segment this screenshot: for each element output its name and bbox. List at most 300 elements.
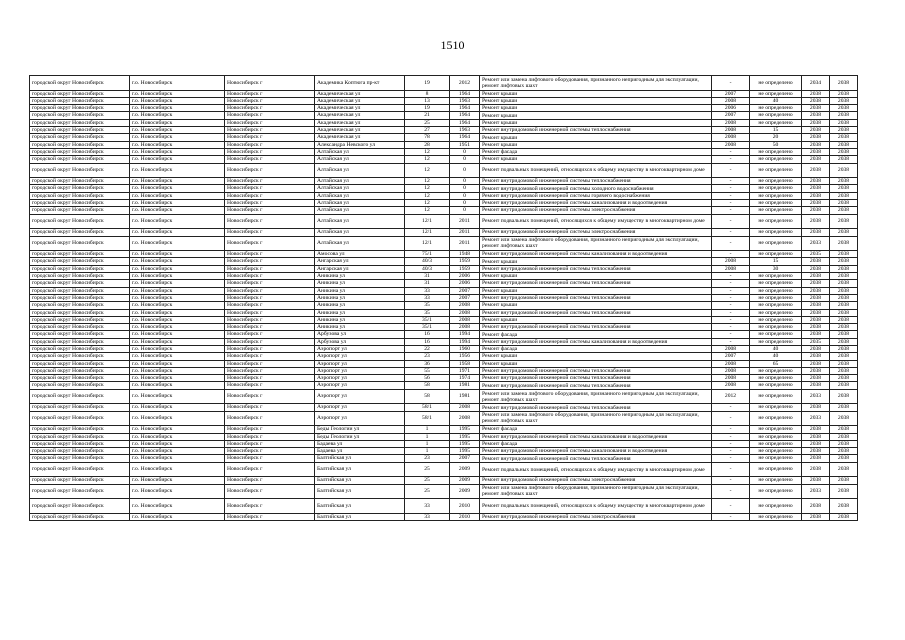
district-cell: городской округ Новосибирск: [30, 477, 130, 484]
volume-cell: не определено: [750, 229, 802, 236]
end-year-cell: 2038: [830, 302, 858, 309]
house-number-cell: 33: [405, 287, 450, 294]
district-cell: городской округ Новосибирск: [30, 258, 130, 265]
volume-cell: не определено: [750, 214, 802, 229]
work-type-cell: Ремонт внутридомовой инженерной системы канализования и водоотведения: [480, 338, 712, 345]
house-number-cell: 12: [405, 163, 450, 178]
district-cell: городской округ Новосибирск: [30, 200, 130, 207]
last-repair-year-cell: -: [712, 411, 750, 426]
planned-year-cell: 2038: [802, 477, 830, 484]
work-type-cell: Ремонт внутридомовой инженерной системы теплоснабжения: [480, 324, 712, 331]
planned-year-cell: 2033: [802, 389, 830, 404]
work-type-cell: Ремонт внутридомовой инженерной системы теплоснабжения: [480, 375, 712, 382]
street-cell: Балтийская ул: [315, 477, 405, 484]
street-cell: Беды Геологии ул: [315, 433, 405, 440]
table-row: [30, 141, 858, 148]
planned-year-cell: 2038: [802, 280, 830, 287]
house-number-cell: 58: [405, 382, 450, 389]
house-number-cell: 23: [405, 455, 450, 462]
end-year-cell: 2038: [830, 214, 858, 229]
street-cell: Алтайская ул: [315, 236, 405, 251]
planned-year-cell: 2038: [802, 141, 830, 148]
built-year-cell: 1948: [450, 251, 480, 258]
street-cell: Аникина ул: [315, 294, 405, 301]
house-number-cell: 12: [405, 178, 450, 185]
built-year-cell: 1964: [450, 119, 480, 126]
end-year-cell: 2038: [830, 462, 858, 477]
settlement-cell: г.о. Новосибирск: [130, 462, 225, 477]
planned-year-cell: 2038: [802, 287, 830, 294]
volume-cell: не определено: [750, 375, 802, 382]
volume-cell: не определено: [750, 324, 802, 331]
built-year-cell: 0: [450, 163, 480, 178]
work-type-cell: Ремонт внутридомовой инженерной системы теплоснабжения: [480, 280, 712, 287]
city-cell: Новосибирск г: [225, 185, 315, 192]
work-type-cell: Ремонт внутридомовой инженерной системы теплоснабжения: [480, 127, 712, 134]
end-year-cell: 2038: [830, 455, 858, 462]
city-cell: Новосибирск г: [225, 105, 315, 112]
end-year-cell: 2038: [830, 185, 858, 192]
last-repair-year-cell: 2008: [712, 345, 750, 352]
street-cell: Балтийская ул: [315, 513, 405, 520]
settlement-cell: г.о. Новосибирск: [130, 426, 225, 433]
table-row: [30, 426, 858, 433]
city-cell: Новосибирск г: [225, 163, 315, 178]
street-cell: Академическая ул: [315, 112, 405, 119]
last-repair-year-cell: 2008: [712, 382, 750, 389]
last-repair-year-cell: -: [712, 302, 750, 309]
end-year-cell: 2038: [830, 353, 858, 360]
table-row: [30, 148, 858, 155]
work-type-cell: Ремонт подвальных помещений, относящихся к общему имуществу в многоквартирном доме: [480, 214, 712, 229]
city-cell: Новосибирск г: [225, 404, 315, 411]
volume-cell: не определено: [750, 236, 802, 251]
city-cell: Новосибирск г: [225, 214, 315, 229]
work-type-cell: Ремонт крыши: [480, 119, 712, 126]
built-year-cell: 0: [450, 178, 480, 185]
planned-year-cell: 2038: [802, 105, 830, 112]
house-number-cell: 12: [405, 156, 450, 163]
last-repair-year-cell: 2008: [712, 97, 750, 104]
volume-cell: не определено: [750, 462, 802, 477]
table-row: [30, 178, 858, 185]
city-cell: Новосибирск г: [225, 375, 315, 382]
work-type-cell: Ремонт внутридомовой инженерной системы канализования и водоотведения: [480, 200, 712, 207]
built-year-cell: 1951: [450, 141, 480, 148]
table-row: [30, 499, 858, 514]
volume-cell: не определено: [750, 90, 802, 97]
house-number-cell: 25: [405, 484, 450, 499]
volume-cell: 65: [750, 360, 802, 367]
last-repair-year-cell: 2008: [712, 258, 750, 265]
city-cell: Новосибирск г: [225, 90, 315, 97]
built-year-cell: 0: [450, 207, 480, 214]
settlement-cell: г.о. Новосибирск: [130, 229, 225, 236]
table-row: [30, 207, 858, 214]
city-cell: Новосибирск г: [225, 389, 315, 404]
house-number-cell: 16: [405, 331, 450, 338]
built-year-cell: 2006: [450, 273, 480, 280]
house-number-cell: 12/1: [405, 236, 450, 251]
work-type-cell: Ремонт внутридомовой инженерной системы электроснабжения: [480, 207, 712, 214]
settlement-cell: г.о. Новосибирск: [130, 389, 225, 404]
table-row: [30, 448, 858, 455]
street-cell: Балтийская ул: [315, 484, 405, 499]
district-cell: городской округ Новосибирск: [30, 448, 130, 455]
street-cell: Алтайская ул: [315, 185, 405, 192]
house-number-cell: 1: [405, 448, 450, 455]
settlement-cell: г.о. Новосибирск: [130, 105, 225, 112]
built-year-cell: 2010: [450, 513, 480, 520]
settlement-cell: г.о. Новосибирск: [130, 192, 225, 199]
built-year-cell: 1995: [450, 426, 480, 433]
city-cell: Новосибирск г: [225, 192, 315, 199]
district-cell: городской округ Новосибирск: [30, 192, 130, 199]
planned-year-cell: 2038: [802, 214, 830, 229]
planned-year-cell: 2038: [802, 382, 830, 389]
city-cell: Новосибирск г: [225, 382, 315, 389]
end-year-cell: 2038: [830, 105, 858, 112]
volume-cell: не определено: [750, 404, 802, 411]
settlement-cell: г.о. Новосибирск: [130, 273, 225, 280]
volume-cell: не определено: [750, 185, 802, 192]
street-cell: Аникина ул: [315, 309, 405, 316]
volume-cell: 30: [750, 265, 802, 272]
city-cell: Новосибирск г: [225, 76, 315, 91]
district-cell: городской округ Новосибирск: [30, 287, 130, 294]
last-repair-year-cell: -: [712, 156, 750, 163]
city-cell: Новосибирск г: [225, 455, 315, 462]
volume-cell: не определено: [750, 163, 802, 178]
built-year-cell: 1995: [450, 440, 480, 447]
work-type-cell: Ремонт фасада: [480, 345, 712, 352]
last-repair-year-cell: -: [712, 163, 750, 178]
work-type-cell: Ремонт внутридомовой инженерной системы электроснабжения: [480, 513, 712, 520]
end-year-cell: 2038: [830, 251, 858, 258]
district-cell: городской округ Новосибирск: [30, 90, 130, 97]
work-type-cell: Ремонт или замена лифтового оборудования, признанного непригодным для эксплуатации, ремонт лифтовых шахт: [480, 484, 712, 499]
street-cell: Алтайская ул: [315, 200, 405, 207]
table-row: [30, 280, 858, 287]
end-year-cell: 2038: [830, 426, 858, 433]
work-type-cell: Ремонт внутридомовой инженерной системы электроснабжения: [480, 477, 712, 484]
street-cell: Алтайская ул: [315, 178, 405, 185]
built-year-cell: 2009: [450, 462, 480, 477]
work-type-cell: Ремонт или замена лифтового оборудования, признанного непригодным для эксплуатации, ремонт лифтовых шахт: [480, 411, 712, 426]
house-number-cell: 25: [405, 462, 450, 477]
work-type-cell: Ремонт крыши: [480, 287, 712, 294]
last-repair-year-cell: -: [712, 316, 750, 323]
settlement-cell: г.о. Новосибирск: [130, 163, 225, 178]
planned-year-cell: 2038: [802, 192, 830, 199]
house-number-cell: 58/1: [405, 404, 450, 411]
last-repair-year-cell: -: [712, 513, 750, 520]
volume-cell: 15: [750, 258, 802, 265]
table-row: [30, 462, 858, 477]
street-cell: Аникина ул: [315, 273, 405, 280]
built-year-cell: 2008: [450, 302, 480, 309]
volume-cell: не определено: [750, 200, 802, 207]
street-cell: Балтийская ул: [315, 499, 405, 514]
last-repair-year-cell: -: [712, 280, 750, 287]
work-type-cell: Ремонт внутридомовой инженерной системы теплоснабжения: [480, 367, 712, 374]
house-number-cell: 33: [405, 294, 450, 301]
street-cell: Аэропорт ул: [315, 389, 405, 404]
house-number-cell: 25: [405, 477, 450, 484]
last-repair-year-cell: -: [712, 192, 750, 199]
district-cell: городской округ Новосибирск: [30, 345, 130, 352]
table-row: [30, 265, 858, 272]
built-year-cell: 1956: [450, 353, 480, 360]
built-year-cell: 0: [450, 192, 480, 199]
house-number-cell: 35/1: [405, 324, 450, 331]
end-year-cell: 2038: [830, 141, 858, 148]
built-year-cell: 2007: [450, 294, 480, 301]
last-repair-year-cell: -: [712, 448, 750, 455]
street-cell: Балтийская ул: [315, 455, 405, 462]
city-cell: Новосибирск г: [225, 148, 315, 155]
planned-year-cell: 2038: [802, 112, 830, 119]
settlement-cell: г.о. Новосибирск: [130, 382, 225, 389]
work-type-cell: Ремонт крыши: [480, 353, 712, 360]
district-cell: городской округ Новосибирск: [30, 178, 130, 185]
city-cell: Новосибирск г: [225, 207, 315, 214]
end-year-cell: 2038: [830, 367, 858, 374]
settlement-cell: г.о. Новосибирск: [130, 148, 225, 155]
house-number-cell: 13: [405, 97, 450, 104]
work-type-cell: Ремонт внутридомовой инженерной системы теплоснабжения: [480, 382, 712, 389]
street-cell: Академическая ул: [315, 134, 405, 141]
volume-cell: 40: [750, 97, 802, 104]
volume-cell: 15: [750, 127, 802, 134]
table-row: [30, 273, 858, 280]
city-cell: Новосибирск г: [225, 513, 315, 520]
house-number-cell: 40/3: [405, 258, 450, 265]
district-cell: городской округ Новосибирск: [30, 316, 130, 323]
settlement-cell: г.о. Новосибирск: [130, 76, 225, 91]
street-cell: Арбузова ул: [315, 338, 405, 345]
table-row: [30, 411, 858, 426]
city-cell: Новосибирск г: [225, 265, 315, 272]
table-row: [30, 258, 858, 265]
work-type-cell: Ремонт крыши: [480, 90, 712, 97]
street-cell: Алтайская ул: [315, 148, 405, 155]
page-number: 1510: [440, 38, 465, 52]
end-year-cell: 2038: [830, 484, 858, 499]
street-cell: Аэропорт ул: [315, 375, 405, 382]
table-row: [30, 251, 858, 258]
table-row: [30, 455, 858, 462]
work-type-cell: Ремонт внутридомовой инженерной системы канализования и водоотведения: [480, 433, 712, 440]
settlement-cell: г.о. Новосибирск: [130, 178, 225, 185]
work-type-cell: Ремонт крыши: [480, 97, 712, 104]
planned-year-cell: 2038: [802, 455, 830, 462]
volume-cell: не определено: [750, 433, 802, 440]
last-repair-year-cell: -: [712, 440, 750, 447]
last-repair-year-cell: -: [712, 331, 750, 338]
city-cell: Новосибирск г: [225, 229, 315, 236]
house-number-cell: 12: [405, 148, 450, 155]
work-type-cell: Ремонт внутридомовой инженерной системы холодного водоснабжения: [480, 185, 712, 192]
planned-year-cell: 2038: [802, 309, 830, 316]
planned-year-cell: 2035: [802, 251, 830, 258]
built-year-cell: 1963: [450, 127, 480, 134]
settlement-cell: г.о. Новосибирск: [130, 112, 225, 119]
city-cell: Новосибирск г: [225, 338, 315, 345]
volume-cell: не определено: [750, 76, 802, 91]
table-row: [30, 331, 858, 338]
last-repair-year-cell: 2012: [712, 389, 750, 404]
volume-cell: не определено: [750, 455, 802, 462]
end-year-cell: 2038: [830, 345, 858, 352]
planned-year-cell: 2038: [802, 229, 830, 236]
street-cell: Аникина ул: [315, 287, 405, 294]
built-year-cell: 2007: [450, 287, 480, 294]
end-year-cell: 2038: [830, 76, 858, 91]
volume-cell: не определено: [750, 484, 802, 499]
city-cell: Новосибирск г: [225, 287, 315, 294]
planned-year-cell: 2038: [802, 156, 830, 163]
planned-year-cell: 2038: [802, 440, 830, 447]
work-type-cell: Ремонт фасада: [480, 148, 712, 155]
volume-cell: не определено: [750, 367, 802, 374]
last-repair-year-cell: 2007: [712, 90, 750, 97]
volume-cell: 40: [750, 353, 802, 360]
table-row: [30, 433, 858, 440]
house-number-cell: 40/3: [405, 265, 450, 272]
work-type-cell: Ремонт фасада: [480, 440, 712, 447]
table-row: [30, 90, 858, 97]
table-body: [30, 76, 858, 521]
planned-year-cell: 2038: [802, 294, 830, 301]
street-cell: Аэропорт ул: [315, 360, 405, 367]
work-type-cell: Ремонт крыши: [480, 134, 712, 141]
city-cell: Новосибирск г: [225, 440, 315, 447]
district-cell: городской округ Новосибирск: [30, 462, 130, 477]
end-year-cell: 2038: [830, 338, 858, 345]
planned-year-cell: 2034: [802, 76, 830, 91]
last-repair-year-cell: -: [712, 309, 750, 316]
planned-year-cell: 2038: [802, 367, 830, 374]
built-year-cell: 1964: [450, 134, 480, 141]
planned-year-cell: 2038: [802, 462, 830, 477]
district-cell: городской округ Новосибирск: [30, 127, 130, 134]
volume-cell: не определено: [750, 192, 802, 199]
end-year-cell: 2038: [830, 148, 858, 155]
table-row: [30, 214, 858, 229]
street-cell: Алтайская ул: [315, 214, 405, 229]
city-cell: Новосибирск г: [225, 331, 315, 338]
end-year-cell: 2038: [830, 287, 858, 294]
last-repair-year-cell: -: [712, 148, 750, 155]
last-repair-year-cell: 2008: [712, 360, 750, 367]
city-cell: Новосибирск г: [225, 309, 315, 316]
volume-cell: не определено: [750, 287, 802, 294]
end-year-cell: 2038: [830, 200, 858, 207]
last-repair-year-cell: 2008: [712, 375, 750, 382]
table-row: [30, 338, 858, 345]
district-cell: городской округ Новосибирск: [30, 353, 130, 360]
volume-cell: не определено: [750, 251, 802, 258]
work-type-cell: Ремонт крыши: [480, 316, 712, 323]
work-type-cell: Ремонт подвальных помещений, относящихся к общему имуществу в многоквартирном доме: [480, 163, 712, 178]
table-row: [30, 163, 858, 178]
work-type-cell: Ремонт внутридомовой инженерной системы теплоснабжения: [480, 294, 712, 301]
house-number-cell: 25: [405, 119, 450, 126]
work-type-cell: Ремонт внутридомовой инженерной системы канализования и водоотведения: [480, 251, 712, 258]
settlement-cell: г.о. Новосибирск: [130, 258, 225, 265]
end-year-cell: 2038: [830, 382, 858, 389]
house-number-cell: 27: [405, 127, 450, 134]
planned-year-cell: 2038: [802, 324, 830, 331]
table-row: [30, 76, 858, 91]
table-row: [30, 97, 858, 104]
planned-year-cell: 2033: [802, 411, 830, 426]
street-cell: Аэропорт ул: [315, 404, 405, 411]
planned-year-cell: 2038: [802, 178, 830, 185]
built-year-cell: 2011: [450, 214, 480, 229]
work-type-cell: Ремонт крыши: [480, 258, 712, 265]
house-number-cell: 16: [405, 338, 450, 345]
end-year-cell: 2038: [830, 163, 858, 178]
last-repair-year-cell: 2007: [712, 353, 750, 360]
last-repair-year-cell: -: [712, 499, 750, 514]
work-type-cell: Ремонт или замена лифтового оборудования, признанного непригодным для эксплуатации, ремонт лифтовых шахт: [480, 76, 712, 91]
street-cell: Аэропорт ул: [315, 382, 405, 389]
end-year-cell: 2038: [830, 229, 858, 236]
last-repair-year-cell: 2008: [712, 265, 750, 272]
district-cell: городской округ Новосибирск: [30, 382, 130, 389]
table-row: [30, 360, 858, 367]
built-year-cell: 2008: [450, 309, 480, 316]
table-row: [30, 287, 858, 294]
built-year-cell: 2009: [450, 477, 480, 484]
built-year-cell: 1960: [450, 345, 480, 352]
street-cell: Аэропорт ул: [315, 345, 405, 352]
end-year-cell: 2038: [830, 477, 858, 484]
work-type-cell: Ремонт крыши: [480, 105, 712, 112]
work-type-cell: Ремонт крыши: [480, 273, 712, 280]
house-number-cell: 8: [405, 90, 450, 97]
settlement-cell: г.о. Новосибирск: [130, 499, 225, 514]
volume-cell: не определено: [750, 331, 802, 338]
last-repair-year-cell: 2008: [712, 127, 750, 134]
district-cell: городской округ Новосибирск: [30, 302, 130, 309]
house-number-cell: 35/1: [405, 316, 450, 323]
district-cell: городской округ Новосибирск: [30, 97, 130, 104]
planned-year-cell: 2033: [802, 236, 830, 251]
volume-cell: не определено: [750, 338, 802, 345]
table-row: [30, 127, 858, 134]
end-year-cell: 2038: [830, 97, 858, 104]
built-year-cell: 1981: [450, 382, 480, 389]
house-number-cell: 12: [405, 185, 450, 192]
settlement-cell: г.о. Новосибирск: [130, 265, 225, 272]
city-cell: Новосибирск г: [225, 258, 315, 265]
district-cell: городской округ Новосибирск: [30, 251, 130, 258]
built-year-cell: 2012: [450, 76, 480, 91]
planned-year-cell: 2038: [802, 200, 830, 207]
work-type-cell: Ремонт внутридомовой инженерной системы теплоснабжения: [480, 404, 712, 411]
settlement-cell: г.о. Новосибирск: [130, 316, 225, 323]
settlement-cell: г.о. Новосибирск: [130, 404, 225, 411]
volume-cell: не определено: [750, 382, 802, 389]
built-year-cell: 1974: [450, 375, 480, 382]
volume-cell: не определено: [750, 280, 802, 287]
work-type-cell: Ремонт внутридомовой инженерной системы теплоснабжения: [480, 309, 712, 316]
work-type-cell: Ремонт крыши: [480, 360, 712, 367]
settlement-cell: г.о. Новосибирск: [130, 433, 225, 440]
